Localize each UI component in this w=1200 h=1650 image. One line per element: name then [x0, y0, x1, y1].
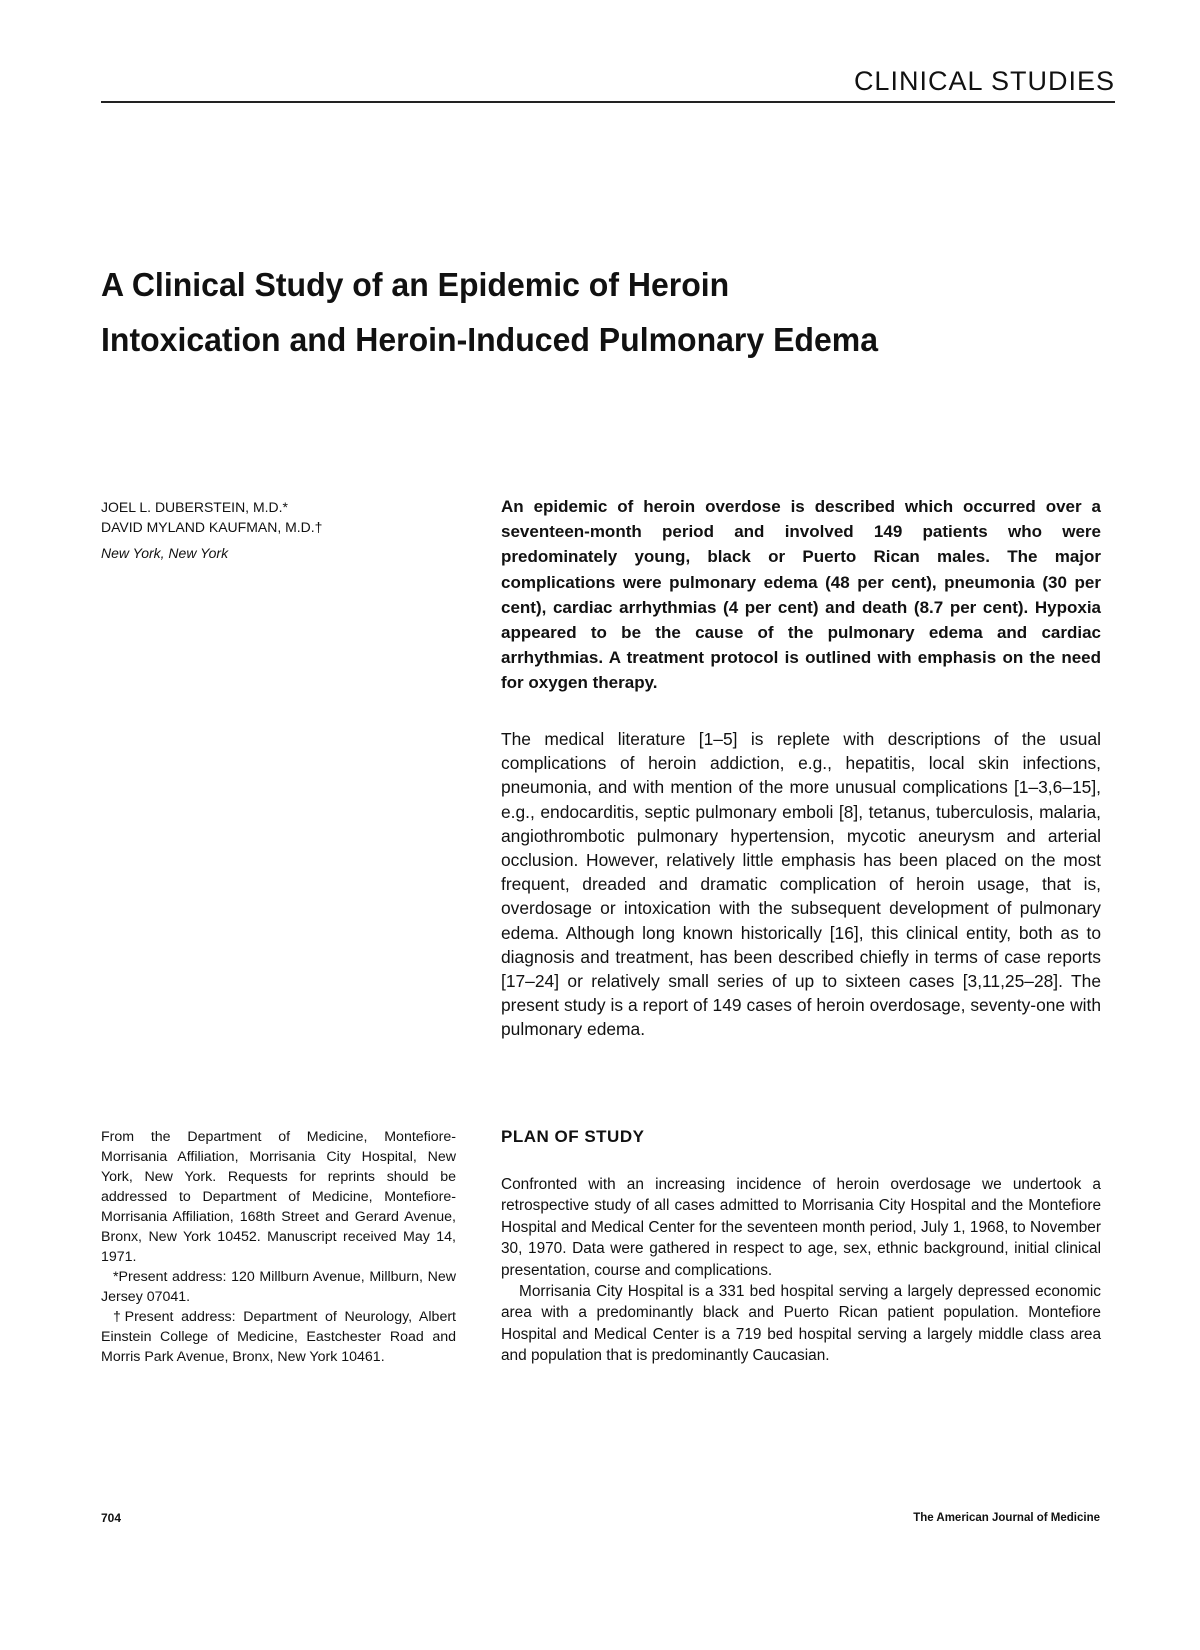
author-block — [101, 497, 461, 563]
body-paragraph: Confronted with an increasing incidence of heroin overdosage we undertook a retrospective study of all cases admitted to Morrisania City Hospital and the Montefiore Hospital and Medical Center for the seventeen month period, July 1, 1968, to November 30, 1970. Data were gathered in respect to age, sex, ethnic background, initial clinical presentation, course and complications. — [501, 1176, 1101, 1279]
page-number: 704 — [101, 1511, 122, 1525]
author-name: JOEL L. DUBERSTEIN, M.D.* — [101, 499, 288, 515]
body-paragraph: Morrisania City Hospital is a 331 bed hospital serving a largely depressed economic area with a predominantly black and Puerto Rican patient population. Montefiore Hospital and Medical Center is a 719 bed hospital serving a largely middle class area and population that is predominantly Caucasian. — [501, 1283, 1101, 1365]
article-title — [101, 257, 1001, 366]
section-label: CLINICAL STUDIES — [853, 66, 1115, 96]
abstract: An epidemic of heroin overdose is described which occurred over a seventeen-month period and involved 149 patients who were predominately young, black or Puerto Rican males. The major complications were pulmonary edema (48 per cent), pneumonia (30 per cent), cardiac arrhythmias (4 per cent) and death (8.7 per cent). Hypoxia appeared to be the cause of the pulmonary edema and cardiac arrhythmias. A treatment protocol is outlined with emphasis on the need for oxygen therapy. — [501, 497, 1101, 693]
intro-paragraph: The medical literature [1–5] is replete with descriptions of the usual complications of heroin addiction, e.g., hepatitis, local skin infections, pneumonia, and with mention of the more unusual complications [1–3,6–15], e.g., endocarditis, septic pulmonary emboli [8], tetanus, tuberculosis, malaria, angiothrombotic pulmonary hypertension, mycotic aneurysm and arterial occlusion. However, relatively little emphasis has been placed on the most frequent, dreaded and dramatic complication of heroin usage, that is, overdosage or intoxication with the subsequent development of pulmonary edema. Although long known historically [16], this clinical entity, both as to diagnosis and treatment, has been described chiefly in terms of case reports [17–24] or relatively small series of up to sixteen cases [3,11,25–28]. The present study is a report of 149 cases of heroin overdosage, seventy-one with pulmonary edema. — [501, 729, 1101, 1040]
footnote-present-address: †Present address: Department of Neurology, Albert Einstein College of Medicine, Eastchester Road and Morris Park Avenue, Bronx, New York 10461. — [101, 1309, 456, 1365]
affiliation-footnote — [101, 1127, 456, 1367]
author-location: New York, New York — [101, 545, 229, 561]
footnote-present-address: *Present address: 120 Millburn Avenue, Millburn, New Jersey 07041. — [101, 1269, 456, 1305]
section-heading-plan-of-study: PLAN OF STUDY — [501, 1127, 645, 1146]
header-rule — [101, 101, 1115, 103]
author-name: DAVID MYLAND KAUFMAN, M.D.† — [101, 519, 323, 535]
journal-name: The American Journal of Medicine — [913, 1512, 1100, 1524]
title-line: A Clinical Study of an Epidemic of Heroin — [101, 265, 730, 304]
affiliation-text: From the Department of Medicine, Montefiore-Morrisania Affiliation, Morrisania City Hospital, New York, New York. Requests for reprints should be addressed to Department of Medicine, Montefiore-Morrisania Affiliation, 168th Street and Gerard Avenue, Bronx, New York 10452. Manuscript received May 14, 1971. — [101, 1129, 456, 1265]
title-line: Intoxication and Heroin-Induced Pulmonary Edema — [101, 320, 878, 359]
plan-of-study-body — [501, 1174, 1101, 1367]
